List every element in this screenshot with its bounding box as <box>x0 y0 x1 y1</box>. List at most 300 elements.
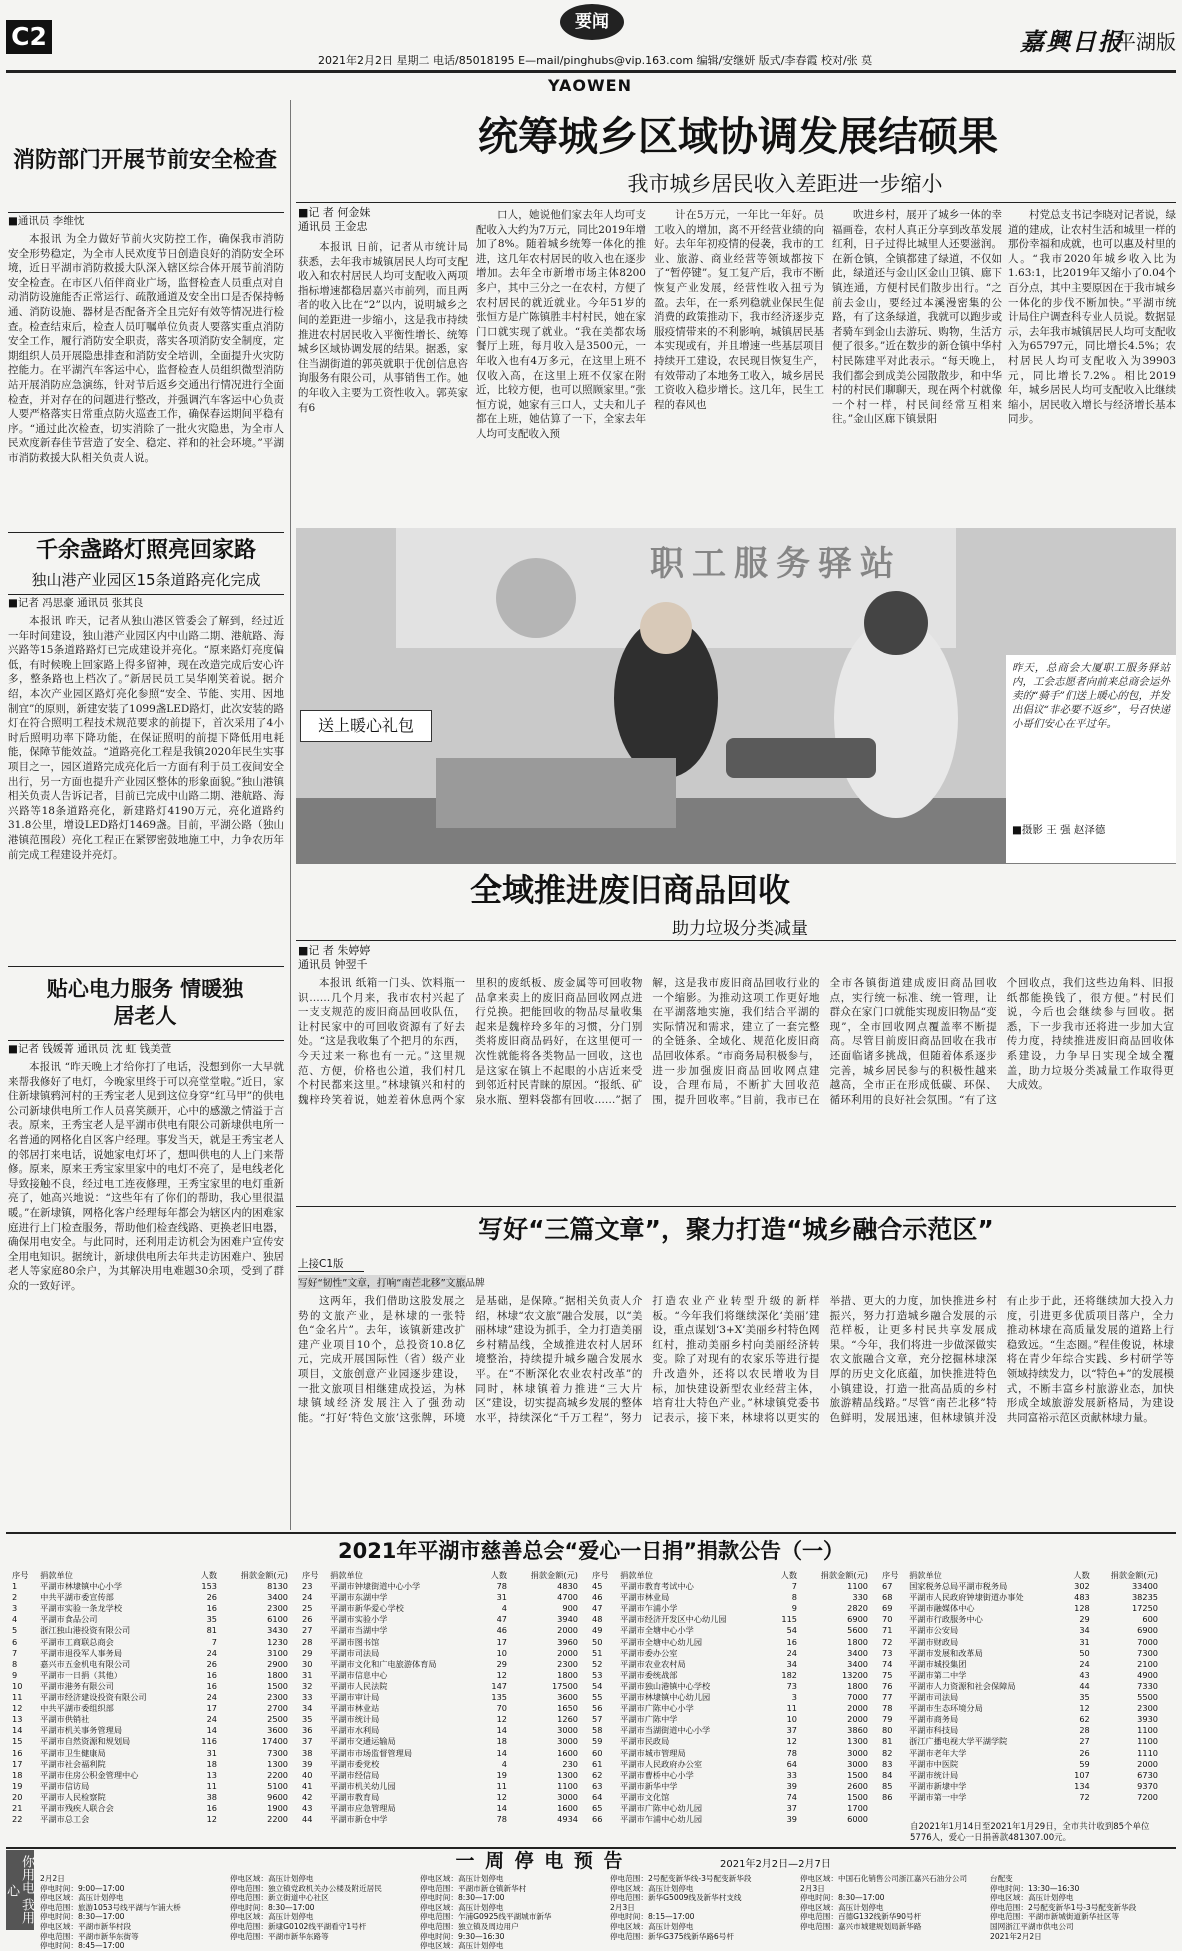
donation-cell: 3960 <box>557 1636 578 1647</box>
donation-cell: 5600 <box>847 1625 868 1636</box>
donation-row <box>300 1792 580 1803</box>
donation-cell: 平湖市广陈中心幼儿园 <box>620 1802 703 1813</box>
donation-cell: 平湖市卫生健康局 <box>40 1747 106 1758</box>
donation-cell: 平湖市当湖中学 <box>330 1625 388 1636</box>
donation-cell: 483 <box>1074 1592 1090 1603</box>
donation-cell: 1900 <box>267 1802 288 1813</box>
donation-cell: 76 <box>882 1680 893 1691</box>
donation-row <box>10 1648 290 1659</box>
donation-cell: 平湖市新华中学 <box>620 1780 678 1791</box>
divider <box>296 940 1176 941</box>
donation-cell: 平湖市全塘中心小学 <box>620 1625 694 1636</box>
outage-col3: 停电区域：高压计划停电 停电范围：平湖市新仓镇新华村 停电时间：8:30—17:00 停电区域：高压计划停电 停电范围：乍浦G0925线平湖城市新华 停电范围：独立镇及周边用户 停电时间：9:30—16:30 停电区域：高压计划停电 <box>420 1874 552 1951</box>
donation-cell: 14 <box>12 1725 23 1736</box>
donation-cell: 平湖市机关幼儿园 <box>330 1780 396 1791</box>
donation-cell: 平湖市乍浦小学 <box>620 1603 678 1614</box>
lead-title: 统筹城乡区域协调发展结硕果 <box>478 114 998 160</box>
donation-cell: 17500 <box>551 1680 578 1691</box>
donation-cell: 平湖市文化和广电旅游体育局 <box>330 1658 437 1669</box>
donation-cell: 9 <box>12 1669 18 1680</box>
donation-cell: 平湖市民政局 <box>620 1736 670 1747</box>
left2-byline: ■记者 冯思豪 通讯员 张其良 <box>8 597 144 609</box>
donation-cell: 34 <box>1079 1625 1090 1636</box>
donation-cell: 16 <box>206 1669 218 1680</box>
donation-cell: 79 <box>882 1714 893 1725</box>
lead-col5: 村党总支书记李晓对记者说，绿道的建成，让农村生活和城里一样的那份幸福和成就，也可以惠及村里的人。“我市2020年城乡收入比为1.63:1，比2019年又缩小了0.04个百分点，其中主要原因在于我市城乡一体化的步伐不断加快。”平湖市统计局住户调查科专业人员说。数据显示，去年我市城镇居民人均可支配收入为65797元，同比增长4.5%；农村居民人均可支配收入为39903元，同比增长7.2%。相比2019年，城乡居民人均可支配收入比继续缩小，居民收入增长与经济增长基本同步。 <box>1008 209 1176 426</box>
donation-cell: 4830 <box>557 1581 578 1592</box>
donation-cell: 11 <box>12 1692 23 1703</box>
donation-cell: 24 <box>206 1714 218 1725</box>
donation-cell: 平湖市总工会 <box>40 1814 90 1825</box>
donation-cell: 7 <box>791 1581 798 1592</box>
donation-header-cell: 捐款金额(元) <box>240 1570 288 1580</box>
donation-cell: 14 <box>496 1802 508 1813</box>
donation-cell: 6730 <box>1137 1769 1158 1780</box>
donation-cell: 浙江独山港投资有限公司 <box>40 1625 131 1636</box>
donation-cell: 51 <box>592 1647 603 1658</box>
donation-cell: 12 <box>496 1669 508 1680</box>
donation-row <box>880 1614 1160 1625</box>
donation-cell: 24 <box>302 1592 313 1603</box>
donation-cell: 平湖市公安局 <box>909 1625 959 1636</box>
donation-cell: 3 <box>12 1603 18 1614</box>
donation-row <box>300 1770 580 1781</box>
donation-cell: 39 <box>786 1780 798 1791</box>
donation-row <box>590 1792 870 1803</box>
donation-row <box>880 1637 1160 1648</box>
donation-cell: 1500 <box>267 1680 288 1691</box>
lead-col1: 本报讯 日前，记者从市统计局获悉，去年我市城镇居民人均可支配收入和农村居民人均可支配收入两项指标增速都稳居嘉兴市前列，而且两者的收入比在“2”以内，说明城乡之间的差距进一步缩小，这是我市持续推进农村居民收入平衡性增长、统筹城乡区域协调发展的结果。据悉，家住当湖街道的郭英就职于优创信息咨询服务有限公司，从事销售工作。她的年收入主要为工资性收入。郭英家有6 <box>298 241 468 414</box>
donation-cell: 平湖市委统战部 <box>620 1669 678 1680</box>
donation-cell: 6 <box>12 1636 18 1647</box>
donation-cell: 2000 <box>1137 1758 1158 1769</box>
left1-byline: ■通讯员 李维忱 <box>8 215 85 227</box>
donation-cell: 平湖市商务局 <box>909 1714 959 1725</box>
donation-cell: 37 <box>786 1725 798 1736</box>
donation-cell: 12 <box>496 1714 508 1725</box>
donation-header-cell: 捐款单位 <box>909 1570 942 1580</box>
donation-cell: 2500 <box>267 1714 288 1725</box>
donation-cell: 平湖市新仓中学 <box>330 1814 388 1825</box>
donation-row <box>590 1681 870 1692</box>
donation-cell: 平湖市新华爱心学校 <box>330 1603 404 1614</box>
donation-cell: 46 <box>592 1592 603 1603</box>
donation-cell: 24 <box>206 1692 218 1703</box>
donation-cell: 7330 <box>1137 1680 1158 1691</box>
outage-col6: 台配变 停电时间：13:30—16:30 停电区域：高压计划停电 停电范围：2号配变新华1号-3号配变新华段 停电范围：平湖市新城街道新华社区等 国网浙江平湖市供电公司 2021年2月2日 <box>990 1874 1137 1941</box>
donation-cell: 48 <box>592 1614 603 1625</box>
left3-body: 本报讯 “昨天晚上才给你打了电话，没想到你一大早就来帮我修好了电灯，今晚家里终于可以亮堂堂啦。”近日，家住新埭镇鸦河村的王秀宝老人见到这位身穿“红马甲”的供电公司新埭供电所工作人员喜笑颜开，心中的感激之情溢于言表。原来，王秀宝老人是平湖市供电有限公司新埭供电所一名普通的网格化自区客户经理。事发当天，就是王秀宝老人的邻居打来电话，说她家电灯坏了，想叫供电的人上门来帮修。原来，原来王秀宝家里家中的电灯不亮了，是电线老化导致接触不良，经过电工连夜修理，王秀宝家里的电灯重新亮了，她高兴地说：“这些年有了你们的帮助，我心里很温暖。”在新埭镇，网格化客户经理每年都会为辖区内的困难家庭进行上门检查服务，帮助他们检查线路、更换老旧电器，确保用电安全。与此同时，还利用走访机会为困难户宣传安全用电知识。据统计，新埭供电所去年共走访困难户、独居老人等家庭80余户，为其解决用电难题30余项，受到了群众的一致好评。 <box>8 1061 284 1292</box>
donation-cell: 3400 <box>267 1592 288 1603</box>
donation-cell: 平湖市农业农村局 <box>620 1658 686 1669</box>
donation-cell: 59 <box>1079 1758 1090 1769</box>
donation-cell: 1800 <box>847 1680 868 1691</box>
donation-cell: 国家税务总局平湖市税务局 <box>909 1581 1008 1592</box>
donation-cell: 1300 <box>267 1758 288 1769</box>
donation-cell: 5100 <box>267 1780 288 1791</box>
article3-body: 这两年，我们借助这股发展之势的文旅产业，是林埭的一张特色“金名片”。去年，该镇新建改扩建产业项目10个，总投资10.8亿元，完成开展国际性（省）级产业项目，文旅创意产业园逐步建设，一批文旅项目相继建成投运，为林埭镇域经济发展注入了强劲动能。“打好‘特色文旅’这张牌，环境是基础，是保障。”据相关负责人介绍，林埭“农文旅”融合发展，以“美丽林埭”建设为抓手，全力打造美丽乡村精品线，全域推进农村人居环境整治，持续提升城乡融合发展水平。在“不断深化农业农村改革”的同时，林埭镇着力推进“三大片区”建设，切实提高城乡发展的整体水平，持续深化“千万工程”，努力打造农业产业转型升级的新样板。“今年我们将继续深化‘美丽’建设，重点谋划‘3+X’美丽乡村特色网红村，推动美丽乡村向美丽经济转变。除了对现有的农家乐等进行提升改造外，还将以农民增收为目标，加快建设新型农业经营主体，培育壮大特色产业。”林埭镇党委书记表示，接下来，林埭将以更实的举措、更大的力度，加快推进乡村振兴，努力打造城乡融合发展的示范样板，让更多村民共享发展成果。“今年，我们将进一步做深做实农文旅融合文章，充分挖掘林埭深厚的历史文化底蕴，加快推进特色小镇建设，打造一批高品质的乡村旅游精品线路。”尽管“南芒北移”特色鲜明，发展迅速，但林埭镇并没有止步于此，还将继续加大投入力度，引进更多优质项目落户，全力推动林埭在高质量发展的道路上行稳致远。“生态圈。”程佳俊说，林埭将在青少年综合实践、乡村研学等领域持续发力，以“特色+”的发展模式，不断丰富乡村旅游业态，加快形成全域旅游发展新格局，为建设共同富裕示范区贡献林埭力量。 <box>298 1295 1174 1424</box>
donation-cell: 1600 <box>557 1747 578 1758</box>
donation-cell: 75 <box>882 1669 893 1680</box>
donation-row <box>10 1603 290 1614</box>
donation-header-cell: 人数 <box>780 1570 798 1580</box>
donation-cell: 37 <box>302 1736 313 1747</box>
donation-row <box>300 1714 580 1725</box>
donation-cell: 1230 <box>267 1636 288 1647</box>
left1-body: 本报讯 为全力做好节前火灾防控工作，确保我市消防安全形势稳定，为全市人民欢度节日创造良好的消防安全环境，近日平湖市消防救援大队深入辖区综合体开展节前消防安全检查。在市区八佰伴商业广场，监督检查人员重点对自动消防设施能否正常运行、疏散通道及安全出口是否保持畅通、消防设施、器材是否配备齐全且完好有效等情况进行检查。检查结束后，检查人员叮嘱单位负责人要落实重点消防安全工作，履行消防安全职责，落实各项消防安全制度，定期组织人员开展隐患排查和消防安全培训，全面提升火灾防控能力。在平湖汽车客运中心，监督检查人员组织微型消防站开展消防应急演练，针对节后返乡交通出行情况进行全面检查，并对存在的问题进行整改，并强调汽车客运中心负责人要严格落实日常重点防火巡查工作，确保春运期间平稳有序。“通过此次检查，切实消除了一批火灾隐患，为全市人民欢度新春佳节营造了安全、稳定、祥和的社会环境。”平湖市消防救援大队相关负责人说。 <box>8 233 284 464</box>
donation-row <box>300 1659 580 1670</box>
donation-cell: 44 <box>1079 1680 1090 1691</box>
donation-cell: 35 <box>302 1714 313 1725</box>
donation-cell: 11 <box>496 1780 508 1791</box>
donation-row <box>590 1803 870 1814</box>
donation-cell: 平湖市中医院 <box>909 1758 959 1769</box>
donation-cell: 平湖市供销社 <box>40 1714 90 1725</box>
donation-cell: 平湖市一日捐（其他） <box>40 1669 123 1680</box>
left3-title: 贴心电力服务 情暖独居老人 <box>46 977 244 1028</box>
donation-cell: 2000 <box>847 1714 868 1725</box>
donation-cell: 1110 <box>1137 1747 1158 1758</box>
donation-cell: 73 <box>786 1680 798 1691</box>
donation-cell: 66 <box>592 1814 603 1825</box>
donation-cell: 52 <box>592 1658 603 1669</box>
donation-cell: 82 <box>882 1747 893 1758</box>
donation-header-row <box>880 1570 1160 1581</box>
donation-cell: 2300 <box>267 1692 288 1703</box>
outage-col2: 停电区域：高压计划停电 停电范围：独立镇党政机关办公楼及附近居民 停电范围：新立街道中心社区 停电时间：8:30—17:00 停电区域：高压计划停电 停电范围：新埭G0102线平湖看守1号杆 停电范围：平湖市新华东路等 <box>230 1874 382 1941</box>
donation-cell: 24 <box>786 1647 798 1658</box>
outage-date-range: 2021年2月2日—2月7日 <box>720 1859 831 1870</box>
donation-cell: 26 <box>302 1614 313 1625</box>
donation-cell: 57 <box>592 1714 603 1725</box>
divider <box>8 966 284 967</box>
donation-cell: 中共平湖市委组织部 <box>40 1703 114 1714</box>
donation-row <box>880 1759 1160 1770</box>
donation-row <box>300 1670 580 1681</box>
donation-cell: 84 <box>882 1769 893 1780</box>
donation-cell: 7300 <box>1137 1647 1158 1658</box>
donation-cell: 13 <box>12 1714 23 1725</box>
donation-cell: 平湖市水利局 <box>330 1725 380 1736</box>
donation-cell: 38 <box>302 1747 313 1758</box>
donation-cell: 37 <box>786 1802 798 1813</box>
donation-cell: 25 <box>302 1603 313 1614</box>
donation-cell: 43 <box>1079 1669 1090 1680</box>
donation-cell: 平湖市发展和改革局 <box>909 1647 983 1658</box>
donation-row <box>880 1714 1160 1725</box>
donation-title: 2021年平湖市慈善总会“爱心一日捐”捐款公告（一） <box>337 1539 845 1563</box>
donation-cell: 6000 <box>847 1814 868 1825</box>
donation-cell: 34 <box>302 1703 313 1714</box>
donation-cell: 19 <box>12 1780 23 1791</box>
donation-cell: 3400 <box>847 1658 868 1669</box>
donation-row <box>10 1792 290 1803</box>
donation-cell: 29 <box>496 1658 508 1669</box>
donation-cell: 302 <box>1074 1581 1090 1592</box>
donation-cell: 72 <box>882 1636 893 1647</box>
donation-row <box>880 1670 1160 1681</box>
donation-cell: 4 <box>501 1758 508 1769</box>
left2-subtitle: 独山港产业园区15条道路亮化完成 <box>31 571 261 589</box>
donation-row <box>880 1703 1160 1714</box>
donation-header-cell: 捐款单位 <box>330 1570 363 1580</box>
donation-cell: 4934 <box>557 1814 578 1825</box>
donation-cell: 平湖市经济开发区中心幼儿园 <box>620 1614 727 1625</box>
article2-subtitle: 助力垃圾分类减量 <box>672 919 808 939</box>
donation-cell: 12 <box>12 1703 23 1714</box>
donation-cell: 14 <box>496 1747 508 1758</box>
donation-cell: 69 <box>882 1603 893 1614</box>
donation-row <box>590 1736 870 1747</box>
donation-cell: 49 <box>592 1625 603 1636</box>
donation-row <box>10 1736 290 1747</box>
donation-cell: 16 <box>12 1747 23 1758</box>
donation-cell: 330 <box>852 1592 868 1603</box>
donation-cell: 4700 <box>557 1592 578 1603</box>
donation-row <box>880 1592 1160 1603</box>
donation-cell: 平湖市教育考试中心 <box>620 1581 694 1592</box>
donation-table-2 <box>300 1570 580 1825</box>
donation-cell: 53 <box>592 1669 603 1680</box>
section-en: YAOWEN <box>547 76 632 95</box>
masthead-rule <box>6 70 1176 73</box>
photo-sign: 职工服务驿站 <box>650 544 902 584</box>
donation-row <box>10 1781 290 1792</box>
donation-row <box>880 1792 1160 1803</box>
donation-cell: 58 <box>592 1725 603 1736</box>
donation-row <box>590 1759 870 1770</box>
donation-cell: 1800 <box>557 1669 578 1680</box>
donation-cell: 72 <box>1079 1791 1090 1802</box>
donation-cell: 平湖市统计局 <box>330 1714 380 1725</box>
donation-row <box>10 1659 290 1670</box>
donation-cell: 浙江广播电视大学平湖学院 <box>909 1736 1008 1747</box>
donation-row <box>590 1748 870 1759</box>
donation-cell: 3430 <box>267 1625 288 1636</box>
donation-row <box>300 1592 580 1603</box>
donation-row <box>880 1781 1160 1792</box>
donation-row <box>880 1748 1160 1759</box>
donation-cell: 平湖市钟埭街道中心小学 <box>330 1581 421 1592</box>
donation-cell: 平湖市委党校 <box>330 1758 380 1769</box>
donation-cell: 35 <box>206 1614 218 1625</box>
donation-cell: 平湖市社会福利院 <box>40 1758 106 1769</box>
donation-cell: 7000 <box>1137 1636 1158 1647</box>
lead-subtitle: 我市城乡居民收入差距进一步缩小 <box>627 172 943 196</box>
donation-cell: 7000 <box>847 1692 868 1703</box>
donation-cell: 平湖市残疾人联合会 <box>40 1802 114 1813</box>
paper-name: 嘉興日报 <box>1020 27 1124 56</box>
donation-cell: 1600 <box>557 1802 578 1813</box>
donation-cell: 2300 <box>557 1658 578 1669</box>
donation-cell: 70 <box>882 1614 893 1625</box>
donation-cell: 3 <box>791 1692 798 1703</box>
donation-cell: 29 <box>302 1647 313 1658</box>
donation-cell: 平湖市食品公司 <box>40 1614 98 1625</box>
donation-cell: 1650 <box>557 1703 578 1714</box>
donation-cell: 33 <box>786 1769 798 1780</box>
donation-row <box>880 1725 1160 1736</box>
donation-cell: 9 <box>791 1603 798 1614</box>
donation-cell: 平湖市第一中学 <box>909 1791 967 1802</box>
donation-row <box>880 1659 1160 1670</box>
donation-cell: 230 <box>562 1758 578 1769</box>
donation-row <box>10 1625 290 1636</box>
donation-cell: 9370 <box>1137 1780 1158 1791</box>
donation-cell: 64 <box>592 1791 603 1802</box>
donation-footnote: 自2021年1月14日至2021年1月29日，全市共计收到85个单位5776人，爱心一日捐善款481307.00元。 <box>910 1822 1150 1843</box>
donation-row <box>880 1625 1160 1636</box>
divider <box>8 532 284 533</box>
donation-cell: 平湖市统计局 <box>909 1769 959 1780</box>
donation-cell: 平湖市人民法院 <box>330 1680 388 1691</box>
donation-cell: 平湖市新埭中学 <box>909 1780 967 1791</box>
donation-cell: 平湖市全塘中心幼儿园 <box>620 1636 703 1647</box>
edition-name: 平湖版 <box>1116 30 1176 54</box>
donation-cell: 54 <box>786 1625 798 1636</box>
donation-header-cell: 人数 <box>490 1570 508 1580</box>
donation-cell: 70 <box>496 1703 508 1714</box>
donation-cell: 27 <box>302 1625 313 1636</box>
donation-cell: 13200 <box>841 1669 868 1680</box>
donation-cell: 平湖市文化馆 <box>620 1791 670 1802</box>
donation-cell: 50 <box>592 1636 603 1647</box>
donation-cell: 12 <box>206 1814 218 1825</box>
donation-cell: 2000 <box>557 1625 578 1636</box>
donation-header-cell: 序号 <box>592 1570 609 1580</box>
donation-cell: 21 <box>12 1802 23 1813</box>
donation-cell: 34 <box>786 1658 798 1669</box>
donation-header-cell: 捐款单位 <box>40 1570 73 1580</box>
donation-cell: 31 <box>206 1747 218 1758</box>
article2-body: 本报讯 纸箱一门头、饮料瓶一识……几个月来，我市农村兴起了一支支规范的废旧商品回收队伍，让村民家中的可回收资源有了好去处。“这是我收集了个把月的东西，今天过来一称也有一元。”这里规范、方便，价格也公道，我们村几个村民都来这里。”林埭镇兴和村的魏梓玲笑着说，她差着休息两个家里积的废纸板、废金属等可回收物品拿来卖上的废旧商品回收网点进行兑换。把能回收的物品尽量收集起来是魏梓玲多年的习惯，分门别类将废旧商品码好，在这里便可一次性就能将各类物品一回收，这也是这家在镇上不起眼的小店近来受到邻近村民青睐的原因。“报纸、矿泉水瓶、塑料袋都有回收……”据了解，这是我市废旧商品回收行业的一个缩影。为推动这项工作更好地在平湖落地实施，我们结合平湖的实际情况和需求，建立了一套完整的全链条、全域化、规范化废旧商品回收体系。“市商务局积极参与，进一步加强废旧商品回收网点建设，合理布局，不断扩大回收范围，提升回收率。”目前，我市已在全市各镇街道建成废旧商品回收点，实行统一标准、统一管理，让群众在家门口就能实现废旧物品“变现”，全市回收网点覆盖率不断提高。尽管目前废旧商品回收在我市还面临诸多挑战，但随着体系逐步完善，城乡居民参与的积极性越来越高，全市正在形成低碳、环保、循环利用的良好社会氛围。“有了这个回收点，我们这些边角料、旧报纸都能换钱了，很方便。”村民们说，今后也会继续参与回收。据悉，下一步我市还将进一步加大宣传力度，持续推进废旧商品回收体系建设，力争早日实现全域全覆盖，助力垃圾分类减量工作取得更大成效。 <box>298 977 1174 1106</box>
donation-row <box>10 1748 290 1759</box>
donation-cell: 1700 <box>847 1802 868 1813</box>
donation-cell: 1500 <box>847 1791 868 1802</box>
donation-row <box>880 1603 1160 1614</box>
donation-cell: 平湖市图书馆 <box>330 1636 380 1647</box>
donation-cell: 16 <box>206 1802 218 1813</box>
donation-cell: 27 <box>1079 1736 1090 1747</box>
donation-cell: 38 <box>206 1791 218 1802</box>
donation-cell: 平湖市经济建设投资有限公司 <box>40 1692 147 1703</box>
donation-cell: 74 <box>786 1791 798 1802</box>
photo-caption-box <box>1006 655 1176 863</box>
donation-row <box>10 1703 290 1714</box>
donation-cell: 1 <box>12 1581 18 1592</box>
donation-row <box>300 1781 580 1792</box>
donation-row <box>300 1603 580 1614</box>
donation-row <box>300 1625 580 1636</box>
donation-cell: 平湖市住房公积金管理中心 <box>40 1769 139 1780</box>
donation-row <box>590 1670 870 1681</box>
donation-row <box>590 1703 870 1714</box>
donation-cell: 平湖市生态环境分局 <box>909 1703 983 1714</box>
donation-header-cell: 捐款金额(元) <box>820 1570 868 1580</box>
donation-cell: 20 <box>12 1791 23 1802</box>
donation-cell: 3000 <box>847 1747 868 1758</box>
donation-table-4 <box>880 1570 1160 1803</box>
donation-cell: 62 <box>1079 1714 1090 1725</box>
donation-cell: 35 <box>1079 1692 1090 1703</box>
donation-cell: 23 <box>302 1581 313 1592</box>
divider <box>296 1206 1176 1207</box>
donation-cell: 6900 <box>1137 1625 1158 1636</box>
donation-cell: 22 <box>12 1814 23 1825</box>
donation-cell: 2100 <box>1137 1658 1158 1669</box>
donation-row <box>880 1581 1160 1592</box>
donation-cell: 19 <box>496 1769 508 1780</box>
donation-cell: 62 <box>592 1769 603 1780</box>
donation-cell: 4 <box>12 1614 18 1625</box>
donation-cell: 128 <box>1074 1603 1090 1614</box>
donation-cell: 60 <box>592 1747 603 1758</box>
donation-row <box>10 1725 290 1736</box>
donation-cell: 中共平湖市委宣传部 <box>40 1592 114 1603</box>
donation-cell: 16 <box>206 1603 218 1614</box>
donation-cell: 1500 <box>847 1769 868 1780</box>
donation-header-cell: 捐款单位 <box>620 1570 653 1580</box>
donation-row <box>10 1614 290 1625</box>
donation-cell: 12 <box>496 1791 508 1802</box>
donation-cell: 1300 <box>557 1769 578 1780</box>
donation-cell: 135 <box>491 1692 508 1703</box>
donation-row <box>590 1725 870 1736</box>
donation-row <box>300 1692 580 1703</box>
donation-row <box>10 1637 290 1648</box>
donation-cell: 1100 <box>1137 1736 1158 1747</box>
donation-cell: 1100 <box>847 1581 868 1592</box>
donation-cell: 3000 <box>557 1791 578 1802</box>
donation-cell: 24 <box>206 1647 218 1658</box>
donation-cell: 80 <box>882 1725 893 1736</box>
donation-cell: 31 <box>1079 1636 1090 1647</box>
donation-cell: 43 <box>302 1802 313 1813</box>
donation-cell: 3000 <box>557 1725 578 1736</box>
donation-row <box>880 1770 1160 1781</box>
donation-cell: 1800 <box>267 1669 288 1680</box>
donation-cell: 18 <box>12 1769 23 1780</box>
donation-cell: 18 <box>206 1758 218 1769</box>
donation-cell: 平湖市人民检察院 <box>40 1791 106 1802</box>
donation-cell: 65 <box>592 1802 603 1813</box>
donation-cell: 77 <box>882 1692 893 1703</box>
donation-cell: 18 <box>496 1736 508 1747</box>
donation-cell: 3860 <box>847 1725 868 1736</box>
donation-cell: 平湖市老年大学 <box>909 1747 967 1758</box>
lead-col4: 吹进乡村，展开了城乡一体的幸福画卷，农村人真正分享到改革发展红利，日子过得比城里人还要滋润。在新仓镇，全镇都建了绿道，不仅如此，绿道还与金山区金山卫镇、廊下镇连通，方便村民们散步出行。“之前去金山，要经过本溪漫密集的公路，有了这条绿道，我就可以跑步或者骑车到金山去游玩、购物，生活方便了很多。”近在数步的新仓镇中华村村民陈建平对此表示。“每天晚上，我们都会到成美公园散散步，和中华村的村民们聊聊天，现在两个村就像一个村一样，村民间经常互相来往。”金山区廊下镇景阳 <box>832 209 1002 426</box>
column-divider <box>290 100 291 1530</box>
donation-row <box>10 1814 290 1825</box>
donation-cell: 平湖市交通运输局 <box>330 1736 396 1747</box>
donation-cell: 2000 <box>847 1703 868 1714</box>
donation-cell: 86 <box>882 1791 893 1802</box>
donation-cell: 10 <box>12 1680 23 1691</box>
donation-row <box>300 1681 580 1692</box>
donation-cell: 134 <box>1074 1780 1090 1791</box>
donation-row <box>10 1714 290 1725</box>
donation-cell: 平湖市独山港镇中心学校 <box>620 1680 711 1691</box>
donation-cell: 17 <box>496 1636 508 1647</box>
donation-cell: 39 <box>302 1758 313 1769</box>
donation-cell: 平湖市自然资源和规划局 <box>40 1736 131 1747</box>
donation-cell: 平湖市应急管理局 <box>330 1802 396 1813</box>
lead-col2: 口人，她说他们家去年人均可支配收入大约为7万元，同比2019年增加了8%。随着城乡统筹一体化的推进，这几年农村居民的收入也在逐步增加。去年全市新增市场主体8200多户，其中三分之一在农村，方便了农村居民的就近就业。今年51岁的张恒方是广陈镇胜丰村村民，她在家门口就实现了就业。“我在美都农场餐厅上班，每月收入是3500元，一年收入也有4万多元，在这里上班不仅收入高，在这里上班不仅家在附近，比较方便，也可以照顾家里。”张恒方说，她家有三口人，丈夫和儿子都在上班，她估算了一下，全家去年人均可支配收入预 <box>476 209 646 440</box>
donation-cell: 33 <box>302 1692 313 1703</box>
donation-cell: 45 <box>592 1581 603 1592</box>
donation-cell: 30 <box>302 1658 313 1669</box>
donation-cell: 55 <box>592 1692 603 1703</box>
